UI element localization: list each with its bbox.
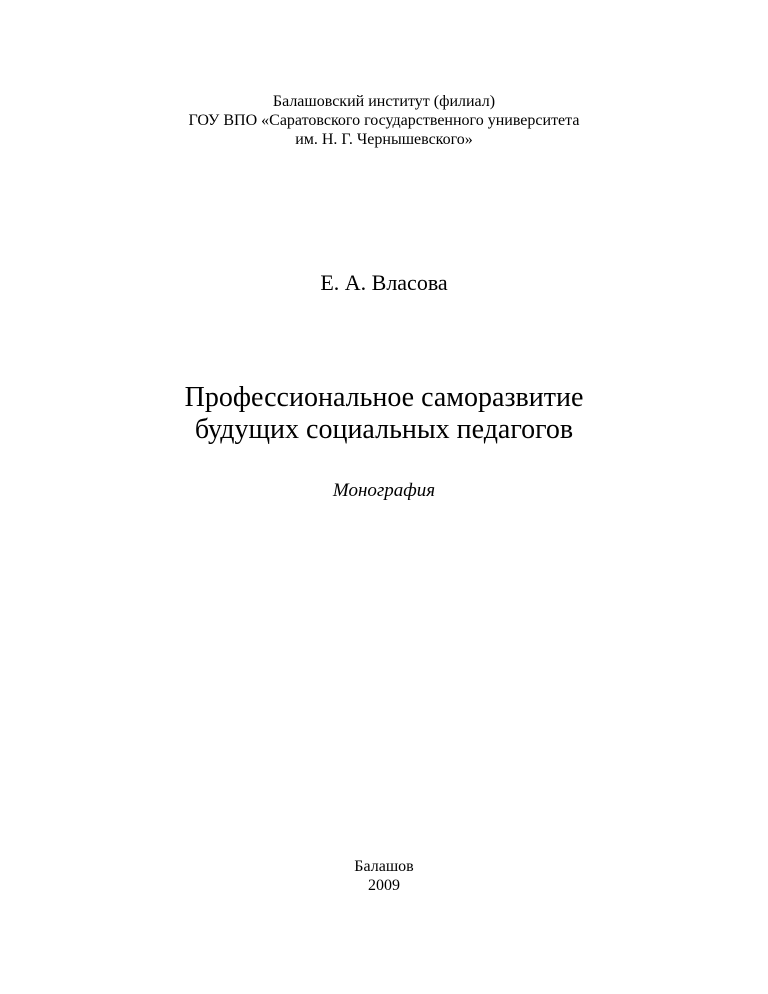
imprint-year: 2009 — [368, 877, 400, 894]
imprint — [0, 857, 768, 895]
institution-line-1: Балашовский институт (филиал) — [272, 93, 496, 110]
publication-type: Монография — [332, 480, 436, 501]
institution-line-3: им. Н. Г. Чернышевского» — [295, 131, 473, 148]
institution-line-2: ГОУ ВПО «Саратовского государственного университета — [188, 112, 580, 129]
book-title-line-1: Профессиональное саморазвитие — [184, 382, 584, 413]
book-title-line-2: будущих социальных педагогов — [194, 414, 574, 445]
imprint-city: Балашов — [354, 858, 414, 875]
institution-header — [0, 92, 768, 149]
author-name: Е. А. Власова — [320, 270, 448, 295]
book-title — [0, 382, 768, 446]
